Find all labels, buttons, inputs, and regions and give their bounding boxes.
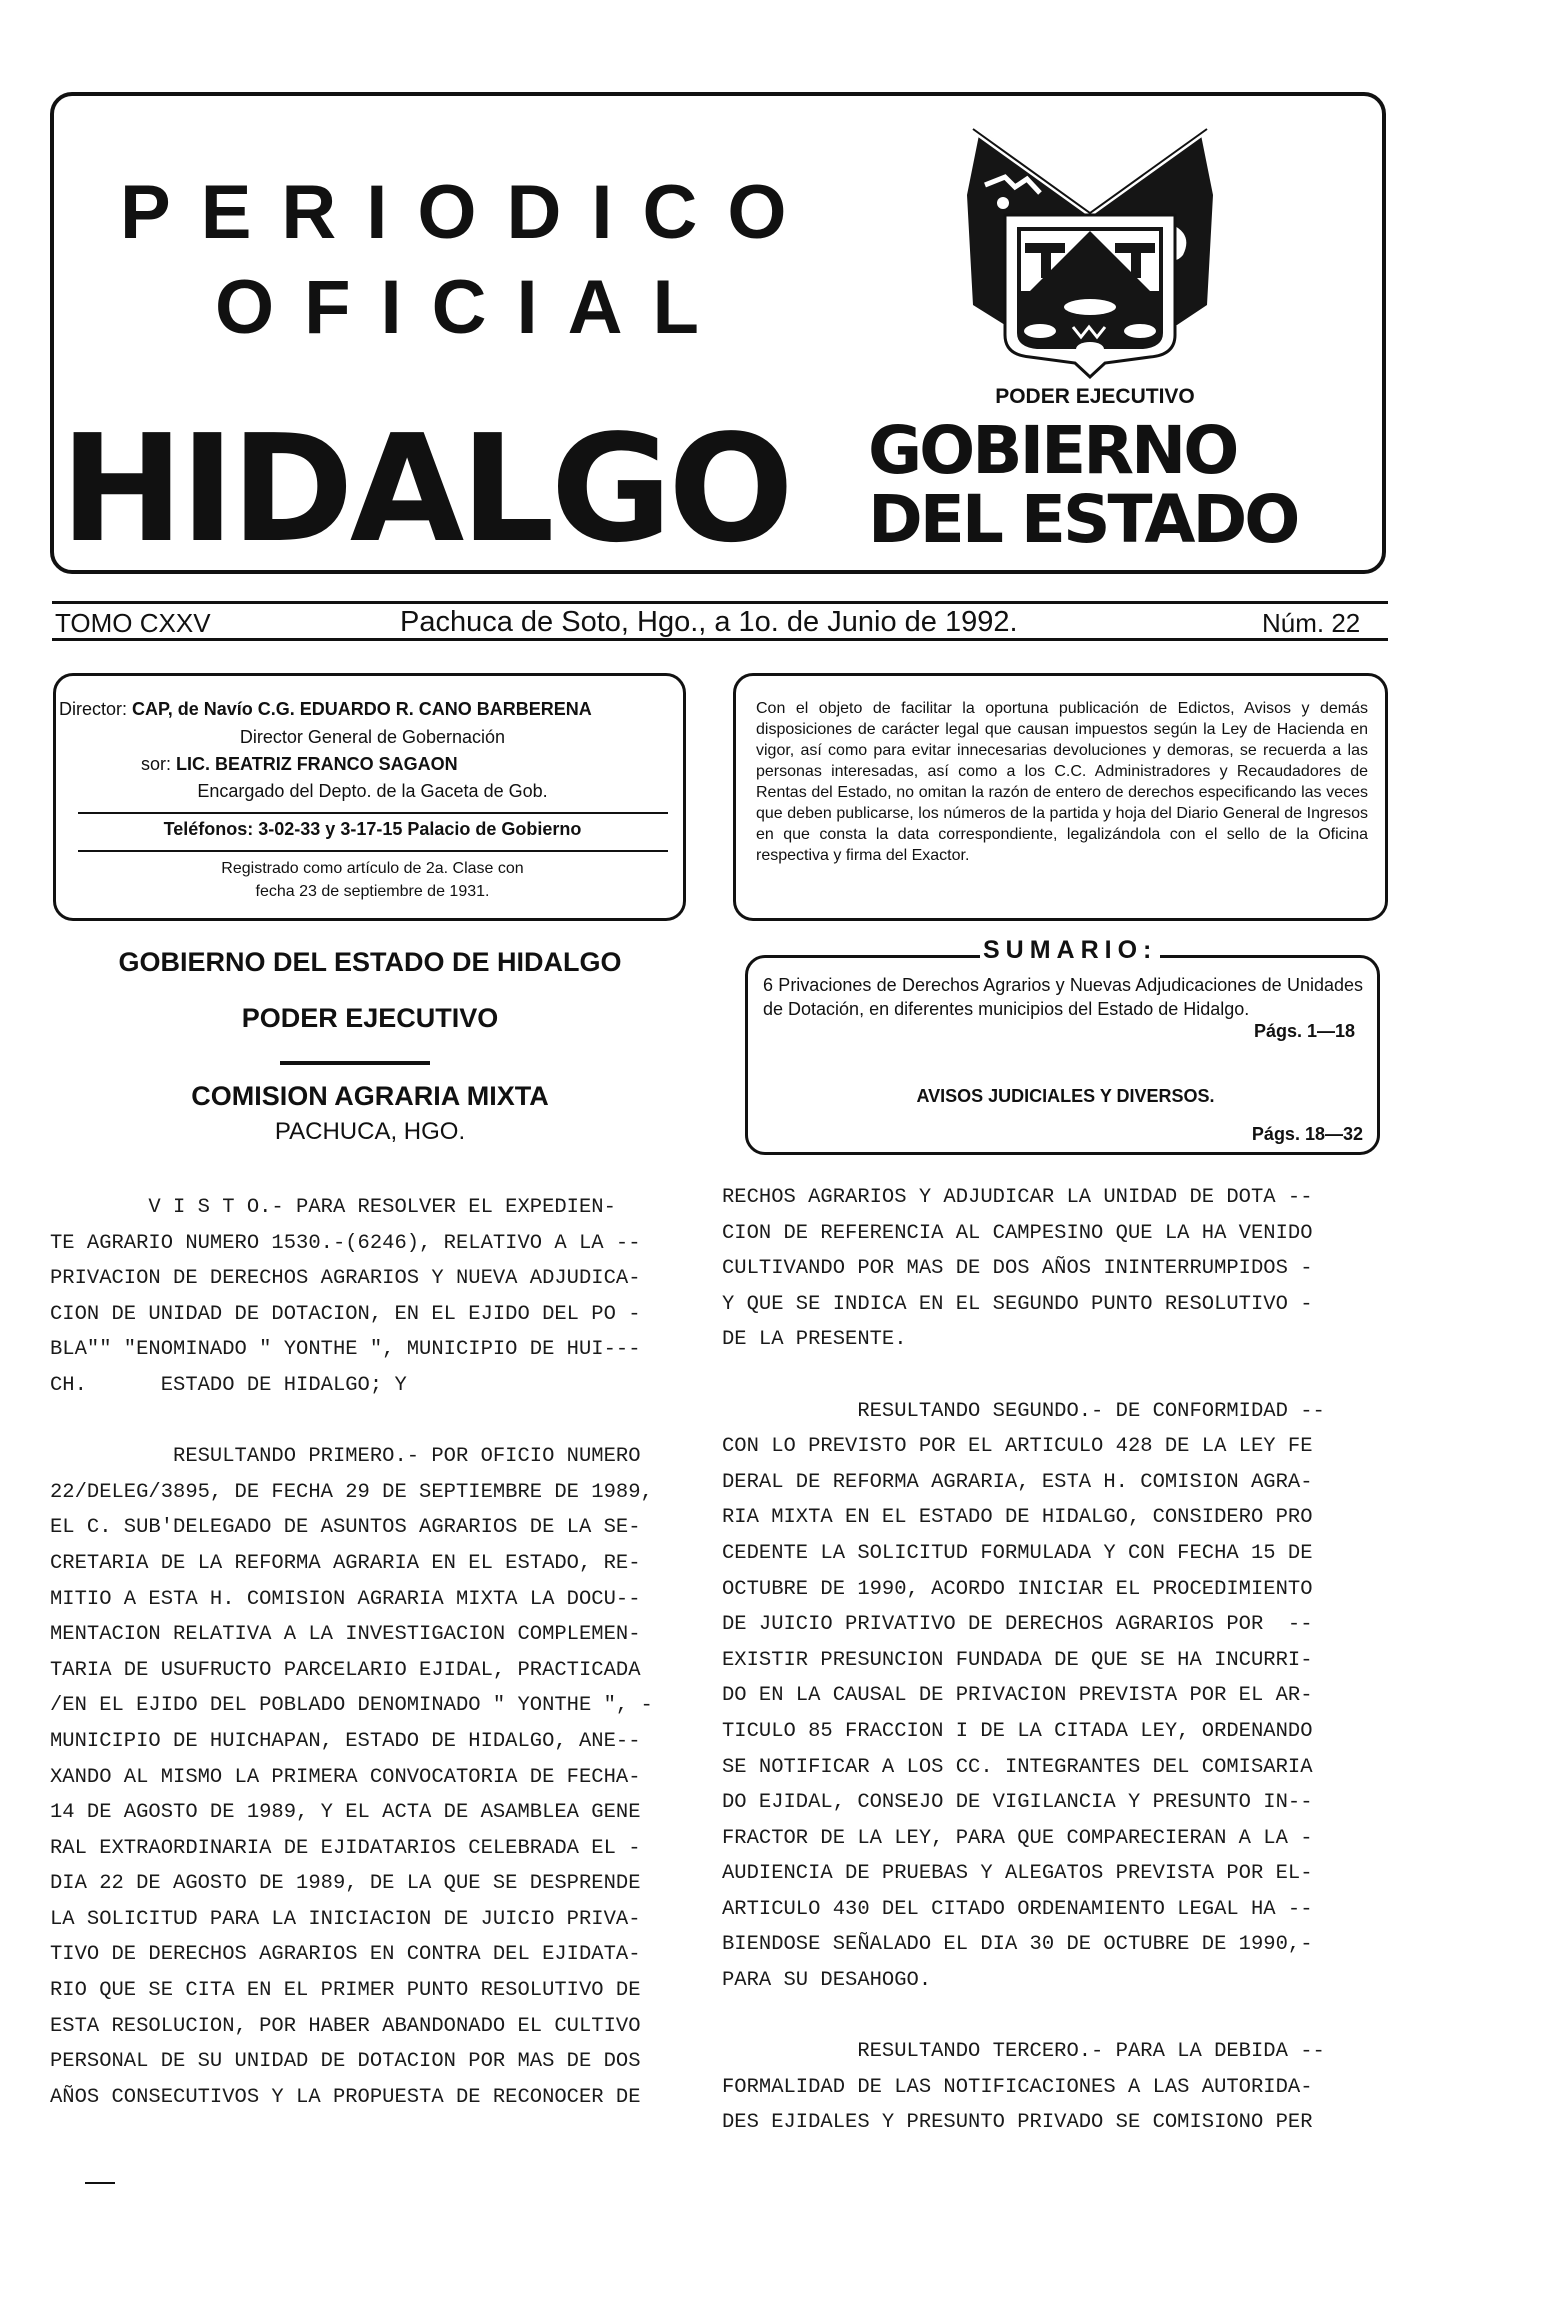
government-line-2: DEL ESTADO <box>868 481 1298 558</box>
divider <box>78 850 668 852</box>
body-line: CION DE REFERENCIA AL CAMPESINO QUE LA HA VENIDO <box>722 1221 1313 1245</box>
body-column-left <box>50 1190 690 2115</box>
body-line: CEDENTE LA SOLICITUD FORMULADA Y CON FECHA 15 DE <box>722 1541 1313 1565</box>
volume-label: TOMO CXXV <box>55 608 211 638</box>
body-line: BIENDOSE SEÑALADO EL DIA 30 DE OCTUBRE DE 1990,- <box>722 1933 1313 1957</box>
body-line: TIVO DE DERECHOS AGRARIOS EN CONTRA DEL EJIDATA- <box>50 1943 641 1967</box>
government-heading: GOBIERNO DEL ESTADO DE HIDALGO <box>118 947 622 977</box>
director-label: Director: <box>59 699 128 719</box>
body-line: PRIVACION DE DERECHOS AGRARIOS Y NUEVA ADJUDICA- <box>50 1267 641 1291</box>
editor-line <box>141 754 774 775</box>
body-line: TARIA DE USUFRUCTO PARCELARIO EJIDAL, PRACTICADA <box>50 1658 641 1682</box>
body-line: 14 DE AGOSTO DE 1989, Y EL ACTA DE ASAMBLEA GENE <box>50 1801 641 1825</box>
body-line: DO EJIDAL, CONSEJO DE VIGILANCIA Y PRESUNTO IN-- <box>722 1791 1313 1815</box>
body-line: OCTUBRE DE 1990, ACORDO INICIAR EL PROCEDIMIENTO <box>722 1577 1313 1601</box>
director-title: Director General de Gobernación <box>239 727 506 747</box>
body-line: V I S T O.- PARA RESOLVER EL EXPEDIEN- <box>50 1196 616 1219</box>
government-line-1: GOBIERNO <box>868 412 1237 489</box>
summary-item-1-pages: Págs. 1—18 <box>1253 1021 1355 1041</box>
director-line <box>54 699 692 720</box>
body-line: DES EJIDALES Y PRESUNTO PRIVADO SE COMISIONO PER <box>722 2111 1313 2135</box>
title-periodico: PERIODICO <box>120 170 817 255</box>
dateline-bottom-rule <box>52 638 1388 641</box>
body-line: PARA SU DESAHOGO. <box>722 1969 932 1993</box>
body-line: CULTIVANDO POR MAS DE DOS AÑOS ININTERRUMPIDOS - <box>722 1257 1313 1281</box>
title-oficial: OFICIAL <box>215 265 729 350</box>
summary-item-2-pages: Págs. 18—32 <box>1251 1124 1363 1144</box>
body-line: 22/DELEG/3895, DE FECHA 29 DE SEPTIEMBRE DE 1989, <box>50 1480 653 1504</box>
body-line: DO EN LA CAUSAL DE PRIVACION PREVISTA POR EL AR- <box>722 1684 1313 1708</box>
summary-box <box>745 955 1380 1155</box>
body-line: AUDIENCIA DE PRUEBAS Y ALEGATOS PREVISTA POR EL- <box>722 1862 1313 1886</box>
registration-line-2: fecha 23 de septiembre de 1931. <box>255 883 490 900</box>
body-line: CRETARIA DE LA REFORMA AGRARIA EN EL ESTADO, RE- <box>50 1551 641 1575</box>
body-line: CH. ESTADO DE HIDALGO; Y <box>50 1373 407 1397</box>
body-line: DERAL DE REFORMA AGRARIA, ESTA H. COMISION AGRA- <box>722 1470 1313 1494</box>
body-line: MENTACION RELATIVA A LA INVESTIGACION COMPLEMEN- <box>50 1623 641 1647</box>
body-line: MITIO A ESTA H. COMISION AGRARIA MIXTA LA DOCU-- <box>50 1587 641 1611</box>
director-name: CAP, de Navío C.G. EDUARDO R. CANO BARBERENA <box>132 699 592 719</box>
body-line: RESULTANDO PRIMERO.- POR OFICIO NUMERO <box>50 1445 641 1469</box>
registration-line-1: Registrado como artículo de 2a. Clase con <box>221 860 524 877</box>
summary-item-2: AVISOS JUDICIALES Y DIVERSOS. <box>916 1086 1215 1106</box>
body-line: Y QUE SE INDICA EN EL SEGUNDO PUNTO RESOLUTIVO - <box>722 1292 1313 1316</box>
staff-box <box>53 673 686 921</box>
body-line: FORMALIDAD DE LAS NOTIFICACIONES A LAS AUTORIDA- <box>722 2075 1313 2099</box>
branch-heading: PODER EJECUTIVO <box>241 1003 499 1033</box>
body-line: CON LO PREVISTO POR EL ARTICULO 428 DE LA LEY FE <box>722 1435 1313 1459</box>
body-line: EL C. SUB'DELEGADO DE ASUNTOS AGRARIOS DE LA SE- <box>50 1516 641 1540</box>
body-line: RAL EXTRAORDINARIA DE EJIDATARIOS CELEBRADA EL - <box>50 1836 641 1860</box>
body-line: SE NOTIFICAR A LOS CC. INTEGRANTES DEL COMISARIA <box>722 1755 1313 1779</box>
body-line: BLA"" "ENOMINADO " YONTHE ", MUNICIPIO DE HUI--- <box>50 1338 641 1362</box>
body-line: PERSONAL DE SU UNIDAD DE DOTACION POR MAS DE DOS <box>50 2050 641 2074</box>
city-heading: PACHUCA, HGO. <box>274 1118 466 1145</box>
body-line <box>50 1404 690 1440</box>
body-line: RIA MIXTA EN EL ESTADO DE HIDALGO, CONSIDERO PRO <box>722 1506 1313 1530</box>
body-line: MUNICIPIO DE HUICHAPAN, ESTADO DE HIDALGO, ANE-- <box>50 1729 641 1753</box>
notice-text: Con el objeto de facilitar la oportuna publicación de Edictos, Avisos y demás disposiciones de carácter legal que causan impuestos según la Ley de Hacienda en vigor, así como para evitar innecesarias devoluciones y demoras, se recuerda a las personas interesadas, así como a los C.C. Administradores y Recaudadores de Rentas del Estado, no omitan la razón de entero de derechos especificando las veces que deben publicarse, los números de la partida y hoja del Diario General de Ingresos en que consta la data correspondiente, legalizándola con el sello de la Oficina respectiva y firma del Exactor. <box>756 700 1368 864</box>
body-line: ESTA RESOLUCION, POR HABER ABANDONADO EL CULTIVO <box>50 2014 641 2038</box>
body-line: RECHOS AGRARIOS Y ADJUDICAR LA UNIDAD DE DOTA -- <box>722 1186 1313 1209</box>
summary-item-1: 6 Privaciones de Derechos Agrarios y Nuevas Adjudicaciones de Unidades de Dotación, en diferentes municipios del Estado de Hidalgo. <box>763 975 1363 1019</box>
body-line: DE JUICIO PRIVATIVO DE DERECHOS AGRARIOS POR -- <box>722 1613 1313 1637</box>
state-name-logo: HIDALGO <box>60 403 790 575</box>
summary-title: SUMARIO: <box>980 936 1160 965</box>
body-line: AÑOS CONSECUTIVOS Y LA PROPUESTA DE RECONOCER DE <box>50 2085 641 2109</box>
body-line: EXISTIR PRESUNCION FUNDADA DE QUE SE HA INCURRI- <box>722 1648 1313 1672</box>
place-date: Pachuca de Soto, Hgo., a 1o. de Junio de 1992. <box>400 606 1018 638</box>
dateline-top-rule <box>52 601 1388 604</box>
body-line: TE AGRARIO NUMERO 1530.-(6246), RELATIVO A LA -- <box>50 1231 641 1255</box>
body-line: TICULO 85 FRACCION I DE LA CITADA LEY, ORDENANDO <box>722 1719 1313 1743</box>
phones: Teléfonos: 3-02-33 y 3-17-15 Palacio de Gobierno <box>163 819 582 839</box>
notice-box <box>733 673 1388 921</box>
editor-label: sor: <box>141 754 172 774</box>
heading-rule <box>280 1061 430 1065</box>
editor-title: Encargado del Depto. de la Gaceta de Gob. <box>197 781 548 801</box>
body-line: CION DE UNIDAD DE DOTACION, EN EL EJIDO DEL PO - <box>50 1302 641 1326</box>
editor-name: LIC. BEATRIZ FRANCO SAGAON <box>176 754 458 774</box>
body-line: XANDO AL MISMO LA PRIMERA CONVOCATORIA DE FECHA- <box>50 1765 641 1789</box>
emblem-caption: PODER EJECUTIVO <box>995 385 1195 408</box>
body-line: ARTICULO 430 DEL CITADO ORDENAMIENTO LEGAL HA -- <box>722 1897 1313 1921</box>
coat-of-arms-icon <box>945 115 1235 385</box>
issue-number: Núm. 22 <box>1262 608 1361 638</box>
divider <box>78 812 668 814</box>
body-line: FRACTOR DE LA LEY, PARA QUE COMPARECIERAN A LA - <box>722 1826 1313 1850</box>
body-line: /EN EL EJIDO DEL POBLADO DENOMINADO " YONTHE ", - <box>50 1694 653 1718</box>
body-line: RESULTANDO TERCERO.- PARA LA DEBIDA -- <box>722 2040 1325 2064</box>
footer-mark <box>85 2182 115 2184</box>
body-line: RIO QUE SE CITA EN EL PRIMER PUNTO RESOLUTIVO DE <box>50 1979 641 2003</box>
body-column-right <box>722 1180 1387 2141</box>
body-line <box>722 1999 1387 2035</box>
body-line <box>722 1358 1387 1394</box>
commission-heading: COMISION AGRARIA MIXTA <box>191 1081 549 1111</box>
body-line: DE LA PRESENTE. <box>722 1328 907 1352</box>
body-line: LA SOLICITUD PARA LA INICIACION DE JUICIO PRIVA- <box>50 1907 641 1931</box>
body-line: DIA 22 DE AGOSTO DE 1989, DE LA QUE SE DESPRENDE <box>50 1872 641 1896</box>
body-line: RESULTANDO SEGUNDO.- DE CONFORMIDAD -- <box>722 1399 1325 1423</box>
